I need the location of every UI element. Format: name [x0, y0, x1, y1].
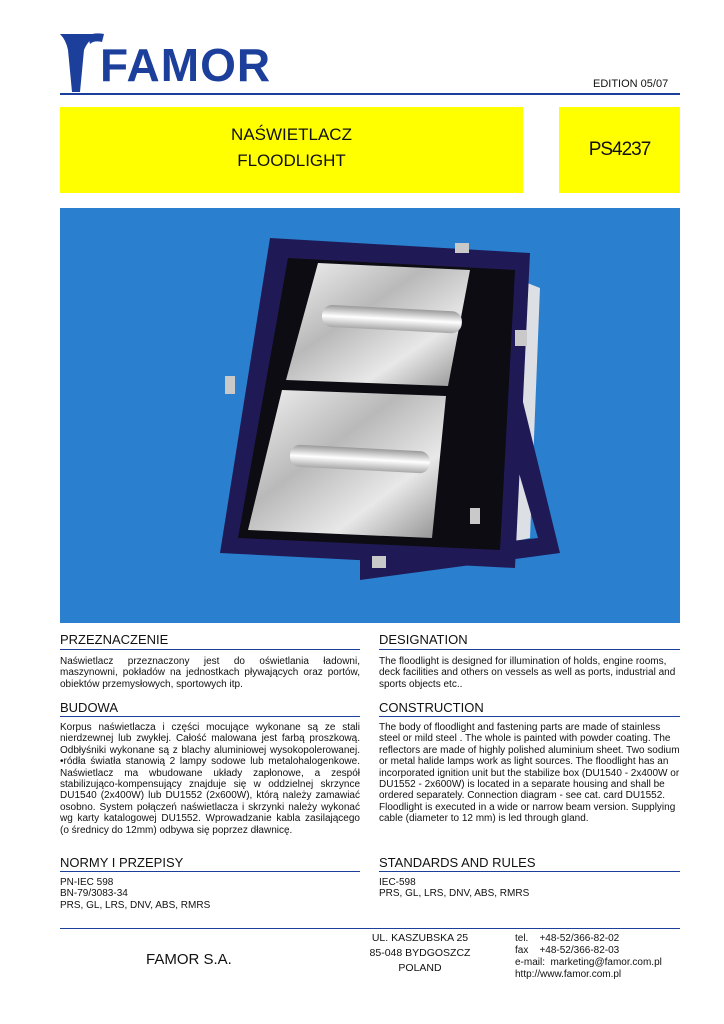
- normy-item: PRS, GL, LRS, DNV, ABS, RMRS: [60, 899, 211, 911]
- standards-divider: [379, 871, 680, 872]
- przeznaczenie-heading: PRZEZNACZENIE: [60, 632, 169, 647]
- designation-heading: DESIGNATION: [379, 632, 468, 647]
- floodlight-image: [60, 208, 680, 623]
- address-line: POLAND: [398, 962, 442, 974]
- budowa-text: Korpus naświetlacza i części mocujące wykonane są ze stali nierdzewnej lub zwykłej. Całość malowana jest farbą proszkową. Odbłyśniki wykonane są z blachy aluminiowej wysokopolerowanej. •ródła światła stanowią 2 lampy sodowe lub metalohalogenkowe. Naświetlacz ma wbudowane układy zapłonowe, a zespół stabilizująco-kompensujący znajduje się w oddzielnej skrzynce DU1540 (2x400W) lub DU1552 (2x600W), którą należy zamawiać osobno. System połączeń naświetlacza i skrzynki należy wykonać wg karty katalogowej DU1552. Wprowadzanie kabla zasilającego (o średnicy do 12mm) odbywa się poprzez dławnicę.: [60, 722, 360, 836]
- standards-item: PRS, GL, LRS, DNV, ABS, RMRS: [379, 888, 530, 900]
- standards-heading: STANDARDS AND RULES: [379, 855, 536, 870]
- product-code: PS4237: [588, 139, 651, 160]
- company-name: FAMOR S.A.: [146, 951, 232, 968]
- construction-heading: CONSTRUCTION: [379, 700, 484, 715]
- company-address: [350, 931, 490, 976]
- address-line: 85-048 BYDGOSZCZ: [369, 947, 471, 959]
- normy-item: BN-79/3083-34: [60, 888, 128, 900]
- normy-heading: NORMY I PRZEPISY: [60, 855, 184, 870]
- contact-phone: tel. +48-52/366-82-02: [515, 933, 620, 944]
- title-english: FLOODLIGHT: [237, 151, 346, 170]
- designation-text: The floodlight is designed for illumination of holds, engine rooms, deck facilities and others on vessels as well as ports, industrial and sports objects etc..: [379, 656, 676, 690]
- normy-divider: [60, 871, 360, 872]
- przeznaczenie-text: Naświetlacz przeznaczony jest do oświetlania ładowni, maszynowni, pokładów na jednostkach pływających oraz portów, obiektów przemysłowych, sportowych itp.: [60, 656, 360, 690]
- normy-item: PN-IEC 598: [60, 877, 114, 888]
- logo-text: FAMOR: [100, 39, 272, 91]
- przeznaczenie-divider: [60, 649, 360, 650]
- normy-list: [60, 877, 360, 911]
- budowa-heading: BUDOWA: [60, 700, 119, 715]
- product-code-box: [559, 107, 680, 193]
- title-polish: NAŚWIETLACZ: [231, 125, 352, 144]
- standards-item: IEC-598: [379, 877, 416, 888]
- contact-fax: fax +48-52/366-82-03: [515, 945, 620, 956]
- budowa-divider: [60, 716, 360, 717]
- product-photo: [60, 208, 680, 623]
- designation-divider: [379, 649, 680, 650]
- standards-list: [379, 877, 680, 900]
- title-box: [60, 107, 523, 193]
- construction-text: The body of floodlight and fastening parts are made of stainless steel or mild steel . The whole is painted with powder coating. The reflectors are made of highly polished aluminium sheet. Two sodium or metal halide lamps work as light sources. The floodlight has an incorporated ignition unit but the stabilize box (DU1540 - 2x400W or DU1552 - 2x600W) is located in a separate housing and shall be ordered separately. Connection diagram - see cat. card DU1552. Floodlight is executed in a wide or narrow beam version. Supplying cable (diameter to 12 mm) is led through gland.: [379, 722, 680, 825]
- company-contact: [515, 933, 662, 981]
- construction-divider: [379, 716, 680, 717]
- contact-email: e-mail: marketing@famor.com.pl: [515, 957, 662, 968]
- top-divider: [60, 93, 680, 95]
- contact-website: http://www.famor.com.pl: [515, 969, 622, 980]
- edition-label: EDITION 05/07: [593, 78, 669, 90]
- footer-divider: [60, 928, 680, 929]
- address-line: UL. KASZUBSKA 25: [371, 932, 469, 944]
